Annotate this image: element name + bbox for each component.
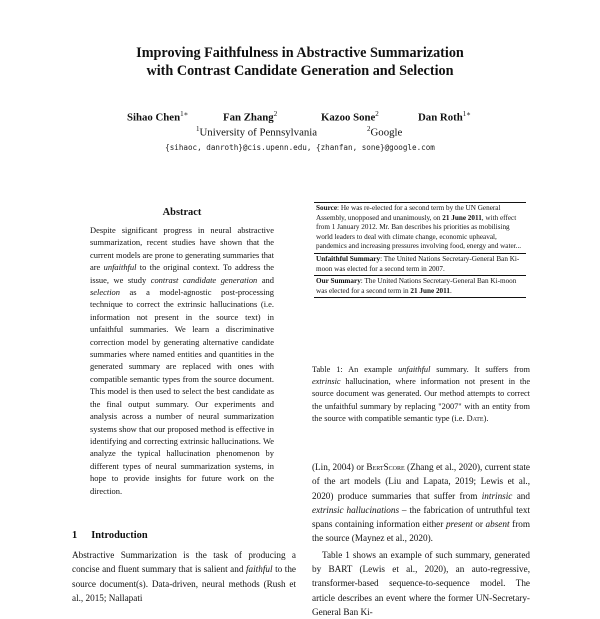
- author-3: Kazoo Sone$^2$: [321, 110, 379, 124]
- title-line-1: Improving Faithfulness in Abstractive Summarization: [136, 45, 464, 61]
- example-table: [314, 202, 526, 298]
- abstract-body: Despite significant progress in neural abstractive summarization, recent studies have shown that the current models are prone to generating summaries that are unfaithful to the original context. To address the issue, we study contrast candidate generation and selection as a model-agnostic post-processing technique to correct the extrinsic hallucinations (i.e. information not present in the source text) in unfaithful summaries. We learn a discriminative correction model by generating alternative candidate summaries where named entities and quantities in the generated summary are replaced with ones with compatible semantic types from the source document. This model is then used to select the best candidate as the final output summary. Our experiments and analysis across a number of neural summarization systems show that our proposed method is effective in identifying and correcting extrinsic hallucinations. We analyze the typical hallucination phenomenon by different types of neural summarization systems, in hope to provide insights for future work on the direction.: [90, 225, 274, 496]
- author-4: Dan Roth$^{1∗}$: [418, 110, 471, 124]
- introduction-paragraph: Abstractive Summarization is the task of producing a concise and fluent summary that is salient and faithful to the source document(s). Data-driven, neural methods (Rush et al., 2015; Nallapati: [72, 550, 296, 603]
- paragraph-hallucination: (Lin, 2004) or BertScore (Zhang et al., 2020), current state of the art models (Liu and Lapata, 2019; Lewis et al., 2020) produce summaries that suffer from intrinsic and extrinsic hallucinations – the fabrication of untruthful text spans containing information either present or absent from the source (Maynez et al., 2020).: [312, 462, 530, 544]
- table-row-source: Source: He was re-elected for a second term by the UN General Assembly, unopposed and unanimously, on 21 June 2011, with effect from 1 January 2012. Mr. Ban describes his priorities as mobilising world leaders to deal with climate change, economic upheaval, pandemics and increasing pressures involving food, energy and water...: [316, 204, 522, 251]
- author-4-mark: 1∗: [462, 110, 471, 118]
- table-caption: Table 1: An example unfaithful summary. It suffers from extrinsic hallucination, where information not present in the source document was generated. Our method attempts to correct the unfaithful summary by replacing "2007" with an entity from the source with compatible semantic type (i.e. Date).: [312, 365, 530, 423]
- section-heading-introduction: 1 Introduction: [72, 530, 148, 541]
- table-row-ours: Our Summary: The United Nations Secretary-General Ban Ki-moon was elected for a second term in 21 June 2011.: [314, 275, 526, 297]
- paper-title: [0, 44, 600, 80]
- author-2: Fan Zhang$^2$: [223, 110, 278, 124]
- author-2-mark: 2: [273, 110, 278, 118]
- author-1-mark: 1∗: [180, 110, 189, 118]
- affiliation-2: $^2$Google: [367, 125, 403, 139]
- title-line-2: with Contrast Candidate Generation and Selection: [146, 63, 454, 79]
- author-1: Sihao Chen$^{1∗}$: [127, 110, 189, 124]
- author-emails: {sihaoc, danroth}@cis.upenn.edu, {zhanfan, sone}@google.com: [165, 143, 435, 152]
- author-3-mark: 2: [375, 110, 379, 118]
- abstract-heading: Abstract: [162, 207, 202, 218]
- right-column-text: [312, 460, 530, 619]
- affiliation-1: $^1$University of Pennsylvania: [196, 125, 318, 139]
- paragraph-table-example: Table 1 shows an example of such summary, generated by BART (Lewis et al., 2020), an auto-regressive, transformer-based sequence-to-sequence model. The article describes an event where the former UN-Secretary-General Ban Ki-: [312, 549, 530, 617]
- table-row-unfaithful: Unfaithful Summary: The United Nations Secretary-General Ban Ki-moon was elected for a second term in 2007.: [314, 253, 526, 275]
